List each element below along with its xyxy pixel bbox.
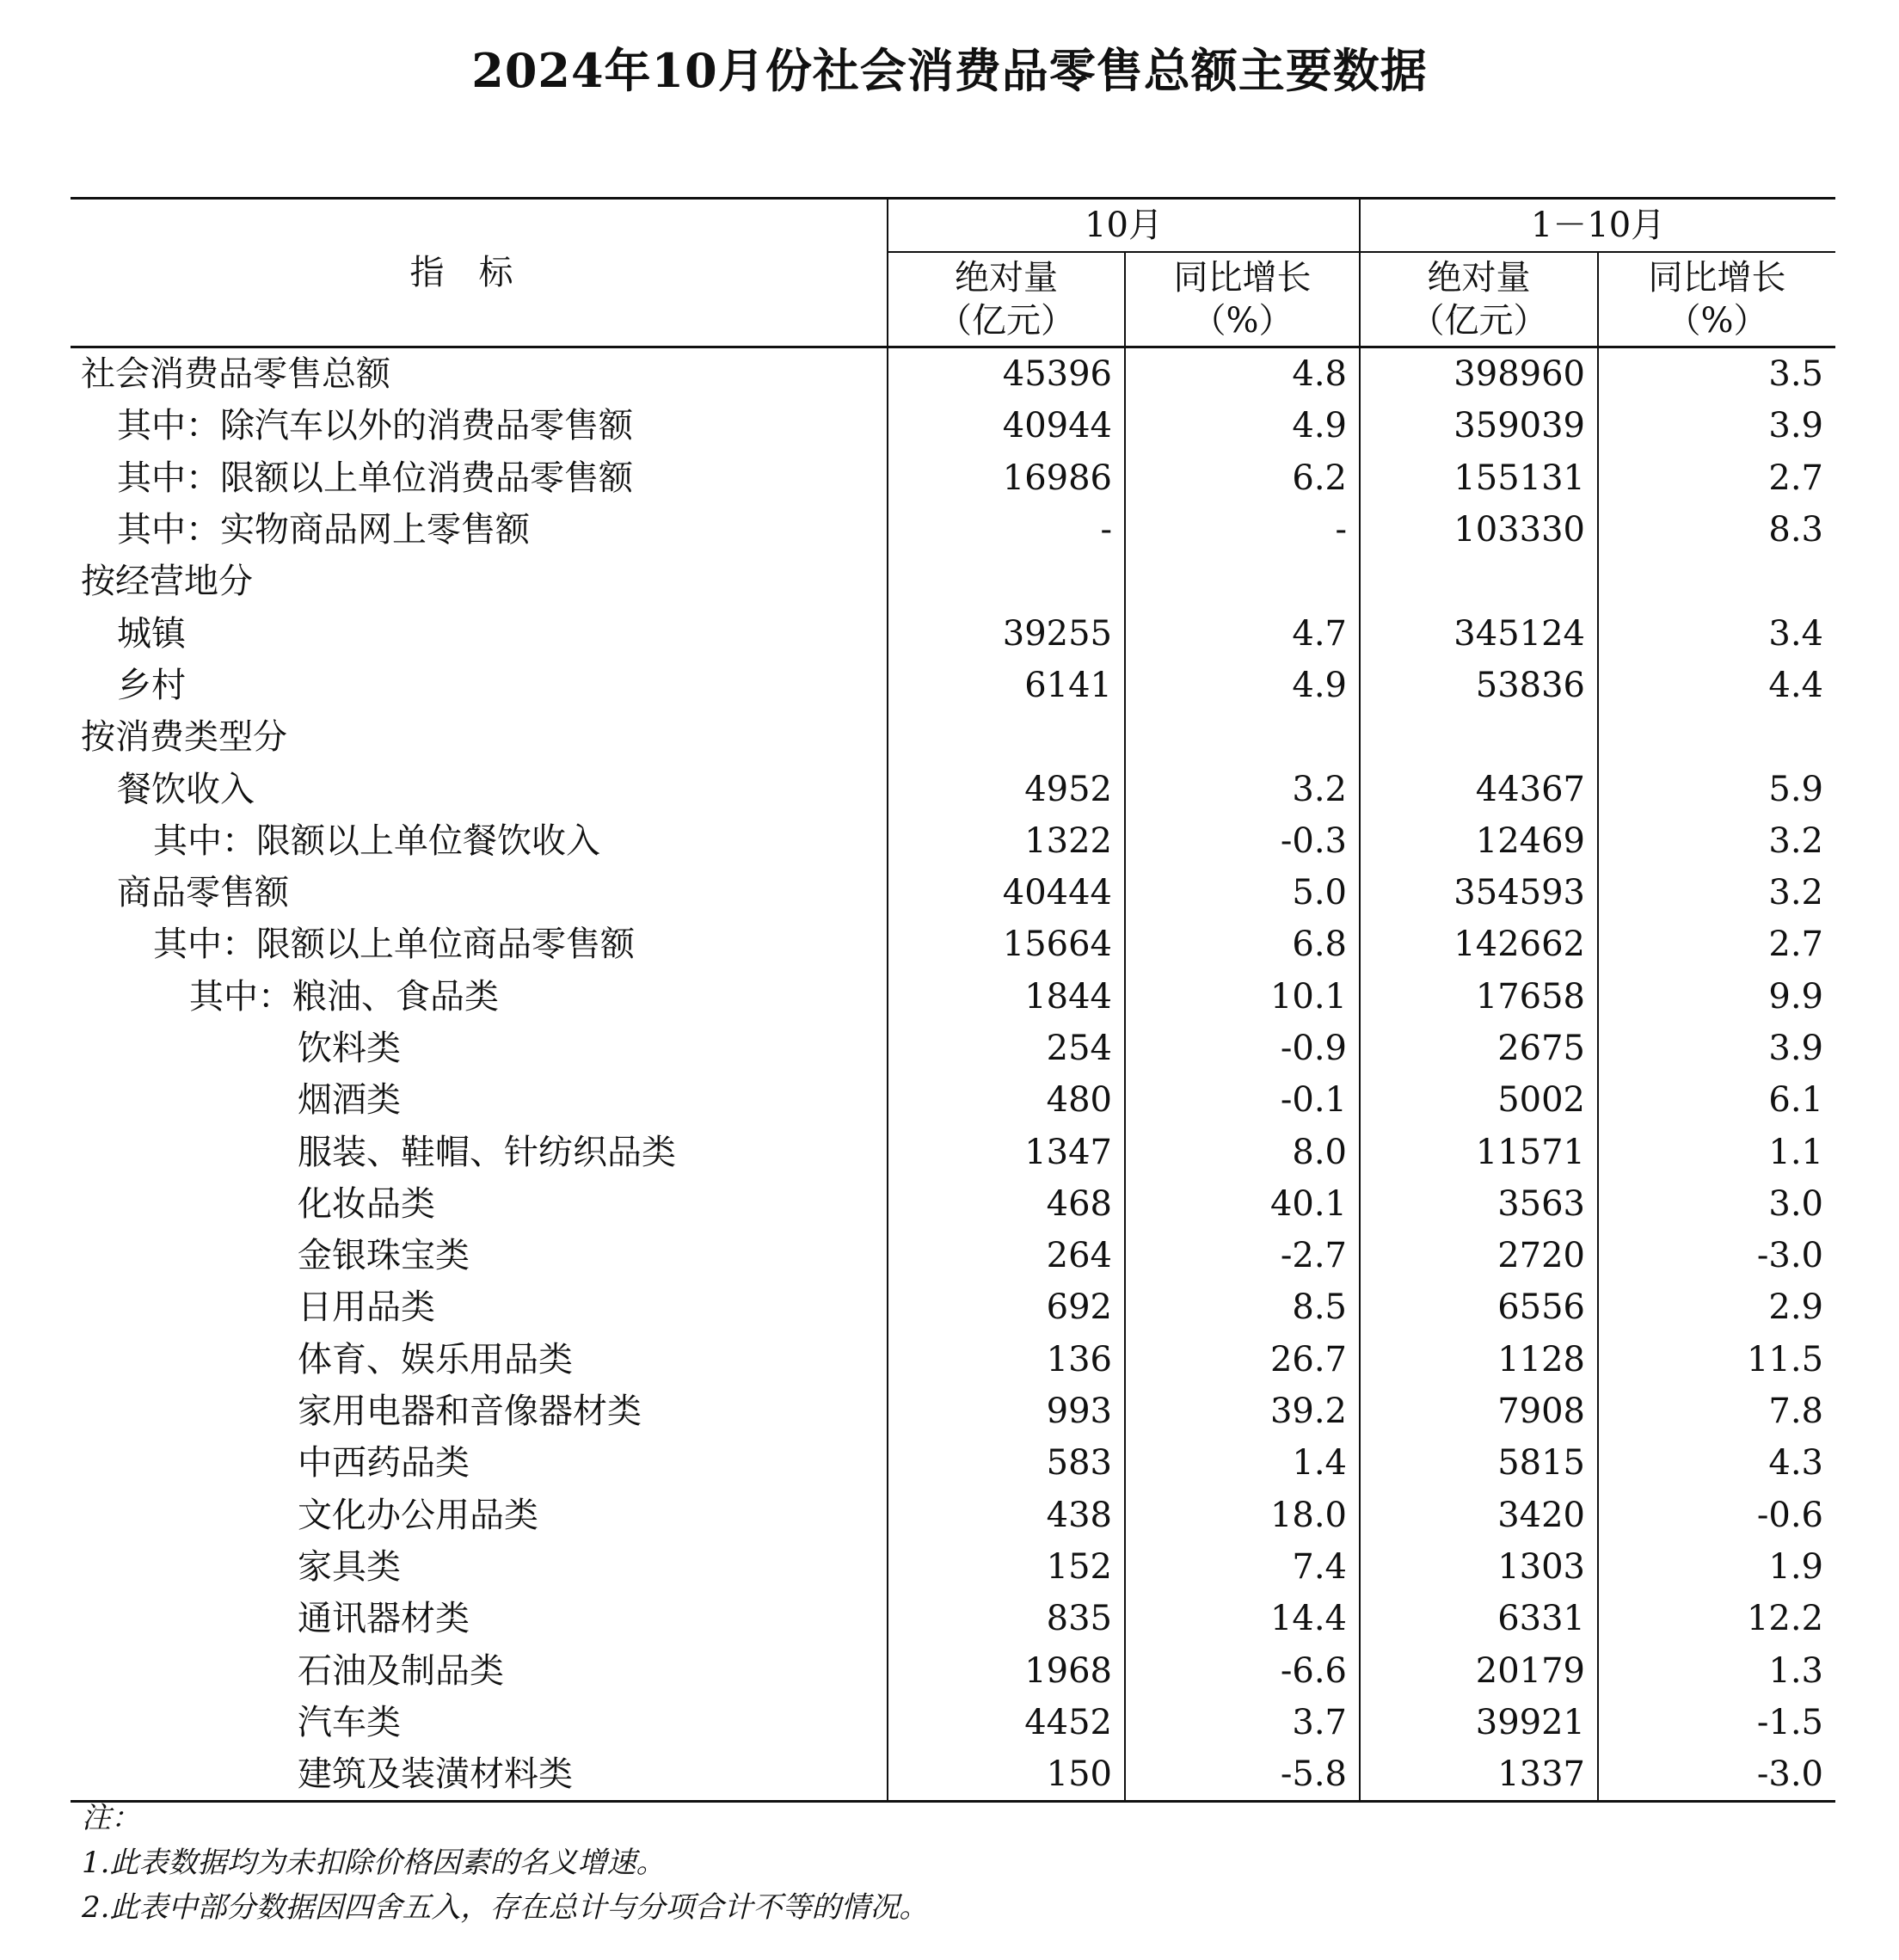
- table-row: [71, 1023, 1835, 1074]
- ytd-abs-cell: 1337: [1360, 1748, 1598, 1802]
- oct-growth-cell: 8.0: [1125, 1126, 1360, 1177]
- oct-abs-cell: 264: [888, 1230, 1125, 1281]
- period-ytd-header: 1－10月: [1360, 199, 1835, 253]
- table-row: [71, 1541, 1835, 1593]
- indicator-cell: 其中：限额以上单位消费品零售额: [117, 458, 633, 498]
- oct-abs-cell: 150: [888, 1748, 1125, 1802]
- ytd-abs-cell: 155131: [1360, 452, 1598, 504]
- oct-abs-cell: 40444: [888, 867, 1125, 919]
- oct-growth-cell: -2.7: [1125, 1230, 1360, 1281]
- oct-growth-cell: -5.8: [1125, 1748, 1360, 1802]
- table-row: [71, 452, 1835, 504]
- indicator-cell: 家具类: [298, 1546, 401, 1587]
- oct-growth-cell: 14.4: [1125, 1593, 1360, 1644]
- ytd-growth-cell: 4.4: [1598, 660, 1835, 711]
- ytd-abs-cell: 1303: [1360, 1541, 1598, 1593]
- ytd-growth-cell: [1598, 556, 1835, 607]
- ytd-growth-cell: 2.7: [1598, 452, 1835, 504]
- indicator-cell: 商品零售额: [117, 873, 289, 913]
- ytd-growth-cell: 9.9: [1598, 971, 1835, 1023]
- indicator-cell: 其中：限额以上单位商品零售额: [153, 925, 635, 965]
- table-row: [71, 1126, 1835, 1177]
- oct-abs-cell: 1322: [888, 815, 1125, 867]
- table-row: [71, 1281, 1835, 1333]
- ytd-growth-cell: 8.3: [1598, 504, 1835, 556]
- ytd-growth-cell: 2.9: [1598, 1281, 1835, 1333]
- oct-growth-cell: 4.9: [1125, 400, 1360, 452]
- table-row: [71, 1748, 1835, 1802]
- oct-growth-cell: 1.4: [1125, 1437, 1360, 1489]
- ytd-abs-cell: 11571: [1360, 1126, 1598, 1177]
- ytd-growth-cell: 3.2: [1598, 815, 1835, 867]
- indicator-cell: 体育、娱乐用品类: [298, 1339, 573, 1379]
- indicator-cell: 家用电器和音像器材类: [298, 1392, 642, 1432]
- oct-abs-cell: 254: [888, 1023, 1125, 1074]
- oct-abs-cell: 16986: [888, 452, 1125, 504]
- ytd-abs-cell: 6556: [1360, 1281, 1598, 1333]
- note-item: 2.此表中部分数据因四舍五入，存在总计与分项合计不等的情况。: [82, 1890, 929, 1925]
- growth-label: 同比增长: [1173, 258, 1312, 298]
- oct-abs-cell: 480: [888, 1074, 1125, 1126]
- ytd-abs-cell: [1360, 711, 1598, 763]
- ytd-growth-cell: 7.8: [1598, 1386, 1835, 1437]
- oct-growth-cell: 10.1: [1125, 971, 1360, 1023]
- ytd-abs-cell: 103330: [1360, 504, 1598, 556]
- indicator-cell: 建筑及装潢材料类: [71, 1748, 888, 1802]
- ytd-abs-cell: 3563: [1360, 1178, 1598, 1230]
- oct-abs-cell: 583: [888, 1437, 1125, 1489]
- table-row: [71, 504, 1835, 556]
- indicator-cell: 化妆品类: [298, 1183, 435, 1224]
- ytd-abs-cell: 3420: [1360, 1490, 1598, 1541]
- oct-growth-cell: 4.7: [1125, 607, 1360, 659]
- table-row: [71, 763, 1835, 814]
- indicator-cell: 文化办公用品类: [298, 1495, 538, 1535]
- ytd-abs-cell: 39921: [1360, 1697, 1598, 1748]
- table-body: [71, 347, 1835, 1802]
- oct-abs-cell: 4452: [888, 1697, 1125, 1748]
- ytd-growth-cell: 4.3: [1598, 1437, 1835, 1489]
- table-row: [71, 867, 1835, 919]
- ytd-abs-cell: 354593: [1360, 867, 1598, 919]
- ytd-abs-cell: 53836: [1360, 660, 1598, 711]
- oct-growth-cell: 3.7: [1125, 1697, 1360, 1748]
- table-row: [71, 711, 1835, 763]
- indicator-cell: 其中：除汽车以外的消费品零售额: [117, 406, 633, 446]
- retail-sales-table: [71, 197, 1835, 1803]
- ytd-abs-cell: 142662: [1360, 919, 1598, 970]
- oct-abs-cell: 152: [888, 1541, 1125, 1593]
- table-row: [71, 1230, 1835, 1281]
- ytd-growth-cell: 3.5: [1598, 347, 1835, 401]
- table-row: [71, 347, 1835, 401]
- ytd-growth-cell: -3.0: [1598, 1230, 1835, 1281]
- oct-growth-cell: [1125, 711, 1360, 763]
- oct-abs-cell: 45396: [888, 347, 1125, 401]
- notes: [82, 1796, 928, 1930]
- ytd-growth-cell: 1.1: [1598, 1126, 1835, 1177]
- oct-abs-cell: 15664: [888, 919, 1125, 970]
- ytd-growth-cell: 12.2: [1598, 1593, 1835, 1644]
- page-title: 2024年10月份社会消费品零售总额主要数据: [471, 43, 1428, 98]
- table-row: [71, 1437, 1835, 1489]
- oct-abs-cell: 468: [888, 1178, 1125, 1230]
- oct-abs-cell: 835: [888, 1593, 1125, 1644]
- indicator-cell: 饮料类: [298, 1029, 401, 1068]
- ytd-abs-header: [1360, 252, 1598, 347]
- ytd-growth-cell: -1.5: [1598, 1697, 1835, 1748]
- ytd-abs-cell: 44367: [1360, 763, 1598, 814]
- table-row: [71, 607, 1835, 659]
- indicator-cell: 其中：粮油、食品类: [189, 976, 499, 1017]
- ytd-abs-cell: 398960: [1360, 347, 1598, 401]
- table-row: [71, 1178, 1835, 1230]
- ytd-abs-cell: 2720: [1360, 1230, 1598, 1281]
- oct-growth-cell: [1125, 556, 1360, 607]
- table-row: [71, 815, 1835, 867]
- oct-abs-cell: 40944: [888, 400, 1125, 452]
- oct-growth-cell: 8.5: [1125, 1281, 1360, 1333]
- ytd-abs-cell: 2675: [1360, 1023, 1598, 1074]
- table-row: [71, 1697, 1835, 1748]
- oct-abs-cell: 993: [888, 1386, 1125, 1437]
- ytd-growth-header: [1598, 252, 1835, 347]
- oct-growth-cell: -0.1: [1125, 1074, 1360, 1126]
- ytd-abs-cell: 359039: [1360, 400, 1598, 452]
- oct-abs-cell: 39255: [888, 607, 1125, 659]
- table-row: [71, 1593, 1835, 1644]
- oct-growth-cell: -0.3: [1125, 815, 1360, 867]
- ytd-abs-cell: 1128: [1360, 1334, 1598, 1386]
- oct-abs-cell: [888, 711, 1125, 763]
- ytd-growth-cell: 3.9: [1598, 1023, 1835, 1074]
- indicator-cell: 城镇: [117, 613, 186, 654]
- indicator-cell: 石油及制品类: [298, 1650, 504, 1691]
- oct-growth-cell: 18.0: [1125, 1490, 1360, 1541]
- ytd-abs-cell: 345124: [1360, 607, 1598, 659]
- oct-abs-cell: 438: [888, 1490, 1125, 1541]
- oct-growth-cell: -: [1125, 504, 1360, 556]
- ytd-growth-cell: 1.3: [1598, 1644, 1835, 1696]
- indicator-header: 指标: [71, 199, 888, 347]
- abs-label: 绝对量: [955, 258, 1058, 298]
- table-row: [71, 971, 1835, 1023]
- table-row: [71, 1334, 1835, 1386]
- growth-unit: （%）: [1666, 301, 1768, 341]
- ytd-abs-cell: 20179: [1360, 1644, 1598, 1696]
- period-oct-header: 10月: [888, 199, 1360, 253]
- indicator-cell: 其中：实物商品网上零售额: [117, 510, 530, 550]
- oct-abs-cell: 1844: [888, 971, 1125, 1023]
- ytd-abs-cell: 6331: [1360, 1593, 1598, 1644]
- oct-growth-cell: 40.1: [1125, 1178, 1360, 1230]
- ytd-growth-cell: 5.9: [1598, 763, 1835, 814]
- oct-abs-cell: 1968: [888, 1644, 1125, 1696]
- oct-abs-cell: 6141: [888, 660, 1125, 711]
- indicator-cell: 日用品类: [298, 1287, 435, 1328]
- ytd-abs-cell: 12469: [1360, 815, 1598, 867]
- ytd-growth-cell: [1598, 711, 1835, 763]
- table-row: [71, 1490, 1835, 1541]
- oct-growth-cell: 3.2: [1125, 763, 1360, 814]
- ytd-abs-cell: 5815: [1360, 1437, 1598, 1489]
- oct-growth-cell: 39.2: [1125, 1386, 1360, 1437]
- ytd-growth-cell: -0.6: [1598, 1490, 1835, 1541]
- table-row: [71, 1386, 1835, 1437]
- indicator-cell: 其中：限额以上单位餐饮收入: [153, 820, 600, 861]
- abs-label: 绝对量: [1427, 258, 1531, 298]
- abs-unit: （亿元）: [1410, 301, 1548, 341]
- table-row: [71, 1644, 1835, 1696]
- indicator-cell: 乡村: [117, 665, 186, 705]
- oct-abs-cell: [888, 556, 1125, 607]
- table-row: [71, 660, 1835, 711]
- oct-growth-cell: 5.0: [1125, 867, 1360, 919]
- ytd-abs-cell: 5002: [1360, 1074, 1598, 1126]
- indicator-cell: 餐饮收入: [117, 769, 255, 809]
- ytd-abs-cell: [1360, 556, 1598, 607]
- indicator-cell: 中西药品类: [298, 1443, 470, 1484]
- ytd-growth-cell: 1.9: [1598, 1541, 1835, 1593]
- abs-unit: （亿元）: [937, 301, 1075, 341]
- table-row: [71, 400, 1835, 452]
- table-header: [71, 199, 1835, 347]
- ytd-growth-cell: -3.0: [1598, 1748, 1835, 1802]
- oct-growth-cell: 4.9: [1125, 660, 1360, 711]
- ytd-growth-cell: 11.5: [1598, 1334, 1835, 1386]
- indicator-cell: 服装、鞋帽、针纺织品类: [298, 1132, 676, 1172]
- table-row: [71, 919, 1835, 970]
- note-item: 1.此表数据均为未扣除价格因素的名义增速。: [82, 1846, 666, 1880]
- growth-label: 同比增长: [1648, 258, 1786, 298]
- ytd-growth-cell: 3.0: [1598, 1178, 1835, 1230]
- oct-growth-cell: 7.4: [1125, 1541, 1360, 1593]
- oct-growth-cell: -0.9: [1125, 1023, 1360, 1074]
- indicator-cell: 通讯器材类: [298, 1599, 470, 1639]
- oct-abs-cell: 4952: [888, 763, 1125, 814]
- oct-growth-cell: 26.7: [1125, 1334, 1360, 1386]
- oct-growth-cell: 6.8: [1125, 919, 1360, 970]
- ytd-growth-cell: 3.2: [1598, 867, 1835, 919]
- growth-unit: （%）: [1191, 301, 1294, 341]
- ytd-abs-cell: 17658: [1360, 971, 1598, 1023]
- oct-abs-header: [888, 252, 1125, 347]
- oct-growth-cell: 4.8: [1125, 347, 1360, 401]
- ytd-growth-cell: 3.9: [1598, 400, 1835, 452]
- indicator-cell: 金银珠宝类: [298, 1236, 470, 1276]
- oct-growth-cell: -6.6: [1125, 1644, 1360, 1696]
- oct-growth-cell: 6.2: [1125, 452, 1360, 504]
- notes-label: 注：: [82, 1801, 140, 1835]
- oct-abs-cell: 1347: [888, 1126, 1125, 1177]
- table-row: [71, 1074, 1835, 1126]
- ytd-growth-cell: 6.1: [1598, 1074, 1835, 1126]
- oct-abs-cell: -: [888, 504, 1125, 556]
- ytd-growth-cell: 2.7: [1598, 919, 1835, 970]
- oct-growth-header: [1125, 252, 1360, 347]
- table-row: [71, 556, 1835, 607]
- ytd-growth-cell: 3.4: [1598, 607, 1835, 659]
- indicator-cell: 按消费类型分: [81, 717, 287, 758]
- indicator-cell: 社会消费品零售总额: [81, 354, 390, 395]
- indicator-cell: 按经营地分: [81, 562, 253, 602]
- indicator-cell: 烟酒类: [298, 1080, 401, 1121]
- oct-abs-cell: 136: [888, 1334, 1125, 1386]
- ytd-abs-cell: 7908: [1360, 1386, 1598, 1437]
- oct-abs-cell: 692: [888, 1281, 1125, 1333]
- indicator-cell: 汽车类: [298, 1702, 401, 1742]
